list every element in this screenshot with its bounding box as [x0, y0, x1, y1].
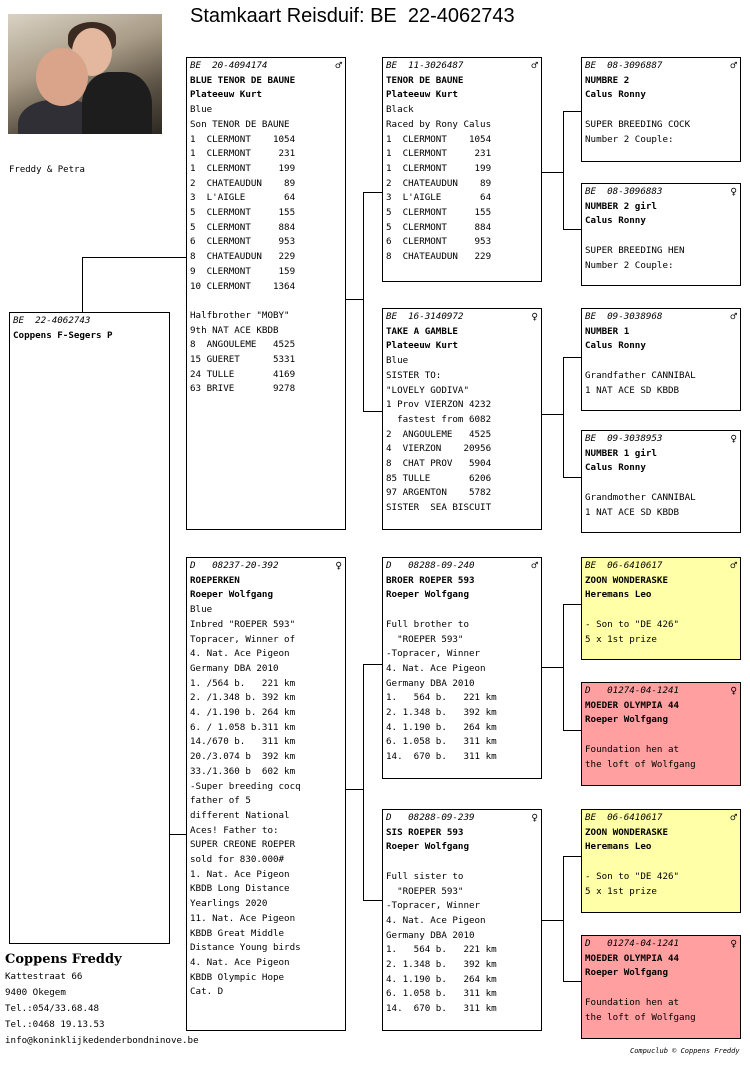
ggp-fff-box: [581, 57, 741, 162]
ring-header: [585, 59, 737, 74]
male-icon: ♂: [531, 59, 538, 72]
ring-header: [386, 811, 538, 826]
pedigree-line: ZOON WONDERASKE: [585, 826, 668, 838]
owner-contact: [5, 951, 199, 1049]
pedigree-line: Plateeuw Kurt: [386, 340, 458, 352]
ring-number: BE 08-3096887: [585, 60, 663, 71]
pedigree-line: Topracer, Winner of: [190, 633, 296, 645]
pedigree-line: 1. /564 b. 221 km: [190, 677, 296, 689]
pedigree-line: sold for 830.000#: [190, 854, 285, 866]
owner-city: 9400 Okegem: [5, 987, 66, 998]
pedigree-line: 1. 564 b. 221 km: [386, 692, 497, 704]
maternal-grandmother-box: [382, 809, 542, 1031]
pedigree-line: Cat. D: [190, 986, 224, 998]
ring-number: BE 16-3140972: [386, 311, 464, 322]
pedigree-line: [585, 354, 737, 369]
pedigree-line: 6. 1.058 b. 311 km: [386, 736, 497, 748]
pedigree-line: Coppens F-Segers P: [13, 329, 113, 341]
pedigree-line: 5 CLERMONT 884: [386, 221, 492, 233]
pedigree-line: NUMBER 1: [585, 325, 630, 337]
pedigree-line: 8 CHAT PROV 5904: [386, 458, 492, 470]
pedigree-line: 9th NAT ACE KBDB: [190, 324, 279, 336]
ring-number: BE 09-3038968: [585, 311, 663, 322]
pedigree-line: "ROEPER 593": [386, 885, 464, 897]
footer-credit: Compuclub © Coppens Freddy: [630, 1047, 740, 1055]
pedigree-line: -Topracer, Winner: [386, 648, 481, 660]
pedigree-line: 6 CLERMONT 953: [190, 236, 296, 248]
pedigree-line: KBDB Long Distance: [190, 883, 290, 895]
pedigree-line: Number 2 Couple:: [585, 133, 674, 145]
pedigree-line: [190, 294, 342, 309]
pedigree-line: [386, 603, 538, 618]
female-icon: ♀: [730, 937, 737, 950]
pedigree-line: Raced by Rony Calus: [386, 118, 492, 130]
maternal-grandfather-box: [382, 557, 542, 779]
pedigree-line: SISTER SEA BISCUIT: [386, 502, 492, 514]
pedigree-line: 4. /1.190 b. 264 km: [190, 707, 296, 719]
ring-number: BE 08-3096883: [585, 186, 663, 197]
pedigree-line: 2. /1.348 b. 392 km: [190, 692, 296, 704]
pedigree-line: 1. 564 b. 221 km: [386, 944, 497, 956]
pedigree-line: [585, 728, 737, 743]
pedigree-line: 8 CHATEAUDUN 229: [386, 251, 492, 263]
pedigree-line: 10 CLERMONT 1364: [190, 280, 296, 292]
pedigree-line: 2 CHATEAUDUN 89: [386, 177, 492, 189]
pedigree-line: "ROEPER 593": [386, 633, 464, 645]
pedigree-line: Blue: [190, 604, 213, 616]
pedigree-line: 1 CLERMONT 199: [386, 162, 492, 174]
pedigree-line: 1 CLERMONT 1054: [190, 133, 296, 145]
pedigree-line: 4. 1.190 b. 264 km: [386, 973, 497, 985]
pedigree-line: 24 TULLE 4169: [190, 368, 296, 380]
pedigree-line: 3 L'AIGLE 64: [190, 192, 296, 204]
pedigree-line: Full sister to: [386, 870, 464, 882]
pedigree-line: BLUE TENOR DE BAUNE: [190, 74, 296, 86]
pedigree-line: 1 NAT ACE SD KBDB: [585, 506, 680, 518]
pedigree-line: Plateeuw Kurt: [386, 89, 458, 101]
ring-header: [190, 59, 342, 74]
male-icon: ♂: [531, 559, 538, 572]
owner-tel2: Tel.:0468 19.13.53: [5, 1019, 105, 1030]
pedigree-line: "LOVELY GODIVA": [386, 384, 469, 396]
ring-number: BE 06-6410617: [585, 812, 663, 823]
ring-number: BE 11-3026487: [386, 60, 464, 71]
pedigree-line: 5 x 1st prize: [585, 633, 657, 645]
pedigree-line: [585, 603, 737, 618]
pedigree-line: MOEDER OLYMPIA 44: [585, 952, 680, 964]
pedigree-line: 6. 1.058 b. 311 km: [386, 988, 497, 1000]
pedigree-line: SISTER TO:: [386, 369, 442, 381]
pedigree-line: 15 GUERET 5331: [190, 354, 296, 366]
pedigree-line: Germany DBA 2010: [386, 677, 475, 689]
ggp-fmm-box: [581, 430, 741, 533]
ring-header: [585, 684, 737, 699]
ring-number: D 01274-04-1241: [585, 938, 680, 949]
pedigree-line: 5 CLERMONT 155: [386, 207, 492, 219]
pedigree-line: SUPER BREEDING HEN: [585, 244, 685, 256]
pedigree-line: Heremans Leo: [585, 589, 652, 601]
pedigree-line: Plateeuw Kurt: [190, 89, 262, 101]
pedigree-line: 2 ANGOULEME 4525: [386, 428, 492, 440]
paternal-grandmother-box: [382, 308, 542, 530]
pedigree-line: 1. Nat. Ace Pigeon: [190, 868, 290, 880]
pedigree-line: 33./1.360 b 602 km: [190, 765, 296, 777]
pedigree-line: NUMBER 1 girl: [585, 447, 657, 459]
pedigree-line: 1 CLERMONT 199: [190, 162, 296, 174]
pedigree-line: ZOON WONDERASKE: [585, 574, 668, 586]
owner-photo: [8, 14, 162, 134]
male-icon: ♂: [730, 811, 737, 824]
pedigree-line: 1 CLERMONT 1054: [386, 133, 492, 145]
pedigree-line: Halfbrother "MOBY": [190, 309, 290, 321]
pedigree-line: TENOR DE BAUNE: [386, 74, 464, 86]
pedigree-line: [585, 103, 737, 118]
pedigree-line: 4. Nat. Ace Pigeon: [190, 648, 290, 660]
pedigree-line: 5 CLERMONT 155: [190, 207, 296, 219]
pedigree-line: SIS ROEPER 593: [386, 826, 464, 838]
pedigree-line: 5 CLERMONT 884: [190, 221, 296, 233]
pedigree-line: Germany DBA 2010: [386, 929, 475, 941]
pedigree-line: 2 CHATEAUDUN 89: [190, 177, 296, 189]
pedigree-line: Foundation hen at: [585, 743, 680, 755]
ggp-mfm-box: [581, 682, 741, 786]
pedigree-line: SUPER BREEDING COCK: [585, 118, 691, 130]
father-box: [186, 57, 346, 530]
pedigree-line: Grandmother CANNIBAL: [585, 491, 696, 503]
pedigree-line: MOEDER OLYMPIA 44: [585, 699, 680, 711]
pedigree-line: 1 CLERMONT 231: [386, 148, 492, 160]
pedigree-line: 1 Prov VIERZON 4232: [386, 399, 492, 411]
pedigree-line: [585, 476, 737, 491]
pedigree-line: the loft of Wolfgang: [585, 758, 696, 770]
ring-number: D 08288-09-240: [386, 560, 475, 571]
pedigree-line: [585, 981, 737, 996]
ring-header: [585, 185, 737, 200]
pedigree-line: Son TENOR DE BAUNE: [190, 118, 290, 130]
owner-email[interactable]: info@koninklijkedenderbondninove.be: [5, 1035, 199, 1046]
male-icon: ♂: [730, 59, 737, 72]
pedigree-line: NUMBRE 2: [585, 74, 630, 86]
pedigree-line: 85 TULLE 6206: [386, 472, 492, 484]
ring-number: BE 09-3038953: [585, 433, 663, 444]
pedigree-line: Roeper Wolfgang: [386, 589, 469, 601]
pedigree-line: the loft of Wolfgang: [585, 1011, 696, 1023]
pedigree-line: Black: [386, 104, 414, 116]
pedigree-line: 4. Nat. Ace Pigeon: [190, 956, 290, 968]
pedigree-line: Calus Ronny: [585, 215, 646, 227]
pedigree-line: [585, 229, 737, 244]
ring-number: D 01274-04-1241: [585, 685, 680, 696]
photo-caption: Freddy & Petra: [9, 165, 85, 175]
pedigree-line: BROER ROEPER 593: [386, 574, 475, 586]
pedigree-line: 4. Nat. Ace Pigeon: [386, 662, 486, 674]
pedigree-line: Calus Ronny: [585, 89, 646, 101]
pedigree-line: Distance Young birds: [190, 942, 301, 954]
female-icon: ♀: [730, 185, 737, 198]
pedigree-line: Roeper Wolfgang: [585, 967, 668, 979]
female-icon: ♀: [730, 432, 737, 445]
ring-number: BE 06-6410617: [585, 560, 663, 571]
pedigree-line: ROEPERKEN: [190, 574, 240, 586]
pedigree-line: Inbred "ROEPER 593": [190, 618, 296, 630]
pedigree-line: 3 L'AIGLE 64: [386, 192, 492, 204]
pedigree-line: different National: [190, 809, 290, 821]
pedigree-line: -Super breeding cocq: [190, 780, 301, 792]
ggp-mff-box: [581, 557, 741, 660]
female-icon: ♀: [335, 559, 342, 572]
pedigree-line: [386, 855, 538, 870]
pedigree-line: 2. 1.348 b. 392 km: [386, 959, 497, 971]
pedigree-line: 6. / 1.058 b.311 km: [190, 721, 296, 733]
pedigree-line: 1 CLERMONT 231: [190, 148, 296, 160]
paternal-grandfather-box: [382, 57, 542, 282]
pedigree-line: 14. 670 b. 311 km: [386, 1003, 497, 1015]
pedigree-line: Number 2 Couple:: [585, 259, 674, 271]
pedigree-line: Blue: [386, 355, 409, 367]
pedigree-line: 8 ANGOULEME 4525: [190, 339, 296, 351]
male-icon: ♂: [730, 559, 737, 572]
pedigree-line: father of 5: [190, 795, 251, 807]
ggp-mmf-box: [581, 809, 741, 913]
pedigree-line: Roeper Wolfgang: [386, 841, 469, 853]
owner-name: Coppens Freddy: [5, 952, 122, 967]
male-icon: ♂: [730, 310, 737, 323]
ring-header: [190, 559, 342, 574]
ring-header: [386, 559, 538, 574]
male-icon: ♂: [335, 59, 342, 72]
pedigree-line: 4 VIERZON 20956: [386, 443, 492, 455]
female-icon: ♀: [531, 310, 538, 323]
ggp-fmf-box: [581, 308, 741, 411]
ring-header: [585, 432, 737, 447]
mother-box: [186, 557, 346, 1031]
ring-number: BE 22-4062743: [13, 315, 91, 326]
owner-tel1: Tel.:054/33.68.48: [5, 1003, 100, 1014]
pedigree-line: 63 BRIVE 9278: [190, 383, 296, 395]
pedigree-line: Roeper Wolfgang: [585, 714, 668, 726]
pedigree-line: 6 CLERMONT 953: [386, 236, 492, 248]
pedigree-line: KBDB Olympic Hope: [190, 971, 285, 983]
page-title: Stamkaart Reisduif: BE 22-4062743: [190, 5, 515, 27]
pedigree-line: 14. 670 b. 311 km: [386, 751, 497, 763]
pedigree-line: NUMBER 2 girl: [585, 200, 657, 212]
ring-header: [386, 59, 538, 74]
pedigree-line: 8 CHATEAUDUN 229: [190, 251, 296, 263]
female-icon: ♀: [730, 684, 737, 697]
ring-header: [386, 310, 538, 325]
pedigree-line: Grandfather CANNIBAL: [585, 369, 696, 381]
pedigree-line: Blue: [190, 104, 213, 116]
ring-number: D 08288-09-239: [386, 812, 475, 823]
pedigree-line: SUPER CREONE ROEPER: [190, 839, 296, 851]
pedigree-line: TAKE A GAMBLE: [386, 325, 458, 337]
pedigree-line: 9 CLERMONT 159: [190, 265, 296, 277]
owner-street: Kattestraat 66: [5, 971, 83, 982]
pedigree-line: KBDB Great Middle: [190, 927, 285, 939]
female-icon: ♀: [531, 811, 538, 824]
pedigree-line: - Son to "DE 426": [585, 618, 680, 630]
ring-number: BE 20-4094174: [190, 60, 268, 71]
pedigree-line: Yearlings 2020: [190, 898, 268, 910]
subject-box: [9, 312, 170, 944]
ring-header: [585, 937, 737, 952]
pedigree-line: - Son to "DE 426": [585, 870, 680, 882]
ring-number: D 08237-20-392: [190, 560, 279, 571]
pedigree-line: Foundation hen at: [585, 996, 680, 1008]
pedigree-line: 11. Nat. Ace Pigeon: [190, 912, 296, 924]
pedigree-line: 5 x 1st prize: [585, 885, 657, 897]
ring-header: [13, 314, 166, 329]
pedigree-line: [585, 855, 737, 870]
ggp-ffm-box: [581, 183, 741, 286]
pedigree-line: 20./3.074 b 392 km: [190, 751, 296, 763]
pedigree-line: fastest from 6082: [386, 413, 492, 425]
pedigree-line: 2. 1.348 b. 392 km: [386, 707, 497, 719]
pedigree-line: 14./670 b. 311 km: [190, 736, 296, 748]
ring-header: [585, 310, 737, 325]
pedigree-line: Calus Ronny: [585, 340, 646, 352]
pedigree-line: 4. 1.190 b. 264 km: [386, 721, 497, 733]
pedigree-line: Germany DBA 2010: [190, 662, 279, 674]
ring-header: [585, 559, 737, 574]
pedigree-line: Heremans Leo: [585, 841, 652, 853]
pedigree-line: 97 ARGENTON 5782: [386, 487, 492, 499]
pedigree-line: -Topracer, Winner: [386, 900, 481, 912]
pedigree-line: Calus Ronny: [585, 462, 646, 474]
pedigree-line: Aces! Father to:: [190, 824, 279, 836]
pedigree-line: 1 NAT ACE SD KBDB: [585, 384, 680, 396]
ggp-mmm-box: [581, 935, 741, 1039]
pedigree-line: Full brother to: [386, 618, 469, 630]
ring-header: [585, 811, 737, 826]
pedigree-line: Roeper Wolfgang: [190, 589, 273, 601]
pedigree-line: 4. Nat. Ace Pigeon: [386, 914, 486, 926]
